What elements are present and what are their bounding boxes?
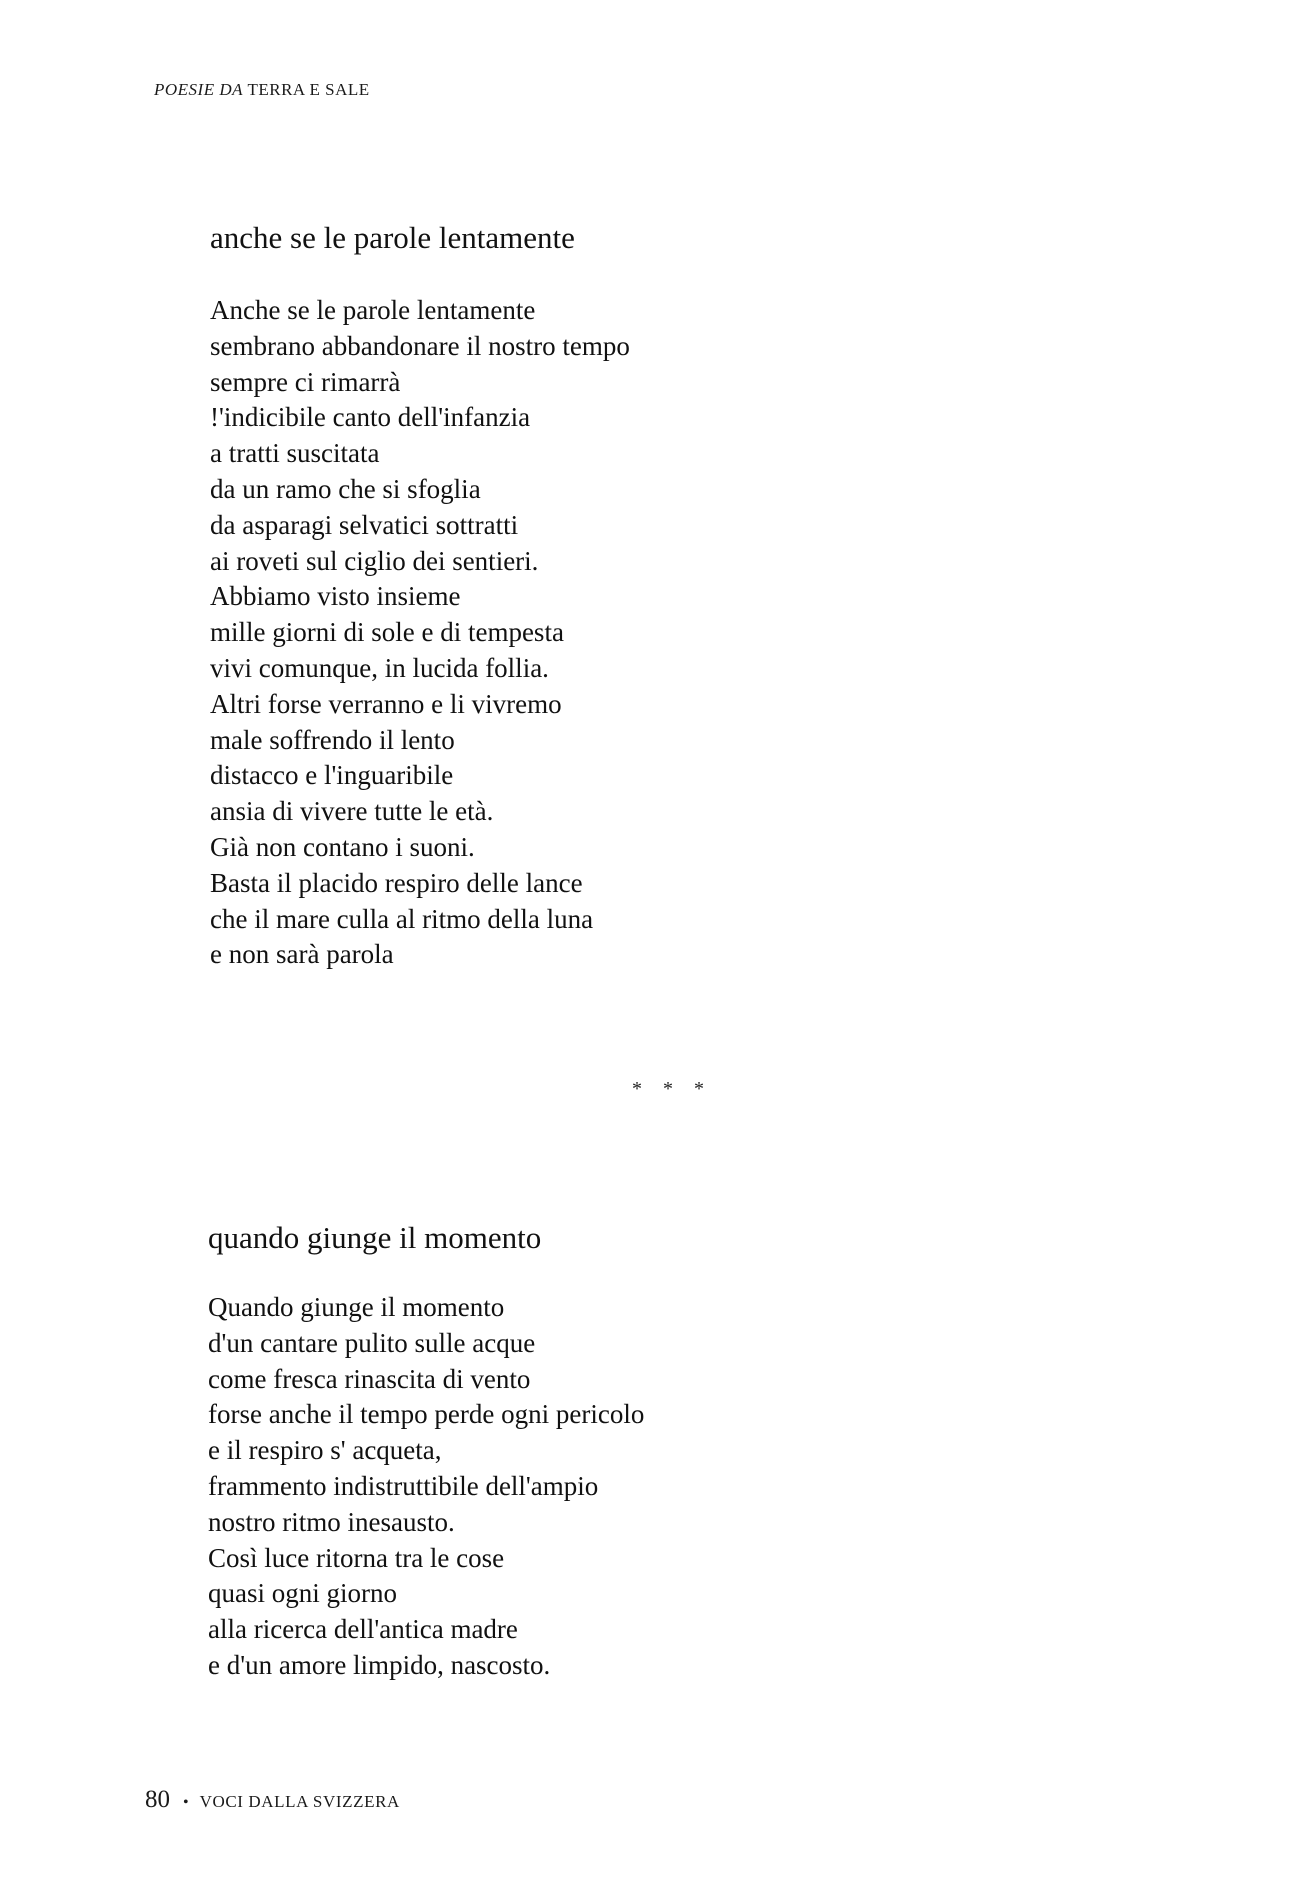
running-head-roman: TERRA E SALE bbox=[247, 80, 370, 99]
poem-line: da un ramo che si sfoglia bbox=[210, 473, 481, 504]
poem-line: vivi comunque, in lucida follia. bbox=[210, 652, 549, 683]
poem-line: forse anche il tempo perde ogni pericolo bbox=[208, 1399, 645, 1430]
poem-line: male soffrendo il lento bbox=[210, 724, 455, 755]
poem-line: quasi ogni giorno bbox=[208, 1578, 397, 1609]
poem-line: alla ricerca dell'antica madre bbox=[208, 1614, 518, 1645]
poem-title: anche se le parole lentamente bbox=[210, 220, 575, 255]
footer-bullet: • bbox=[183, 1794, 189, 1811]
poem-line: e il respiro s' acqueta, bbox=[208, 1435, 442, 1466]
poem-line: distacco e l'inguaribile bbox=[210, 760, 454, 791]
section-separator: * * * bbox=[632, 1078, 712, 1100]
running-head bbox=[154, 80, 370, 100]
poem-title: quando giunge il momento bbox=[208, 1220, 542, 1255]
poem-line: Abbiamo visto insieme bbox=[210, 581, 461, 612]
poem-line: !'indicibile canto dell'infanzia bbox=[210, 402, 531, 433]
poem-line: Quando giunge il momento bbox=[208, 1292, 505, 1322]
poem-line: Già non contano i suoni. bbox=[210, 831, 475, 862]
running-head-italic: POESIE DA bbox=[154, 80, 244, 99]
journal-name: VOCI DALLA SVIZZERA bbox=[199, 1792, 400, 1811]
poem-line: d'un cantare pulito sulle acque bbox=[208, 1327, 536, 1358]
poem-line: Così luce ritorna tra le cose bbox=[208, 1542, 505, 1573]
poem-line: mille giorni di sole e di tempesta bbox=[210, 617, 564, 648]
poem-line: ansia di vivere tutte le età. bbox=[210, 796, 494, 827]
poem-line: e non sarà parola bbox=[210, 939, 394, 970]
poem-line: Altri forse verranno e li vivremo bbox=[210, 688, 562, 719]
poem-line: e d'un amore limpido, nascosto. bbox=[208, 1649, 551, 1680]
poem-line: frammento indistruttibile dell'ampio bbox=[208, 1470, 599, 1501]
page-footer bbox=[145, 1786, 400, 1814]
poem-line: che il mare culla al ritmo della luna bbox=[210, 903, 594, 934]
poem-line: da asparagi selvatici sottratti bbox=[210, 509, 519, 540]
poem-line: Basta il placido respiro delle lance bbox=[210, 867, 583, 898]
poem-body bbox=[208, 1290, 644, 1684]
poem-line: nostro ritmo inesausto. bbox=[208, 1506, 455, 1537]
poem-line: a tratti suscitata bbox=[210, 438, 380, 469]
poem-line: ai roveti sul ciglio dei sentieri. bbox=[210, 545, 539, 576]
poem-line: sempre ci rimarrà bbox=[210, 366, 401, 397]
poem-line: come fresca rinascita di vento bbox=[208, 1363, 531, 1394]
poem-body bbox=[210, 293, 630, 973]
poem-line: sembrano abbandonare il nostro tempo bbox=[210, 330, 630, 361]
poem-line: Anche se le parole lentamente bbox=[210, 295, 536, 325]
page-number: 80 bbox=[145, 1786, 170, 1813]
